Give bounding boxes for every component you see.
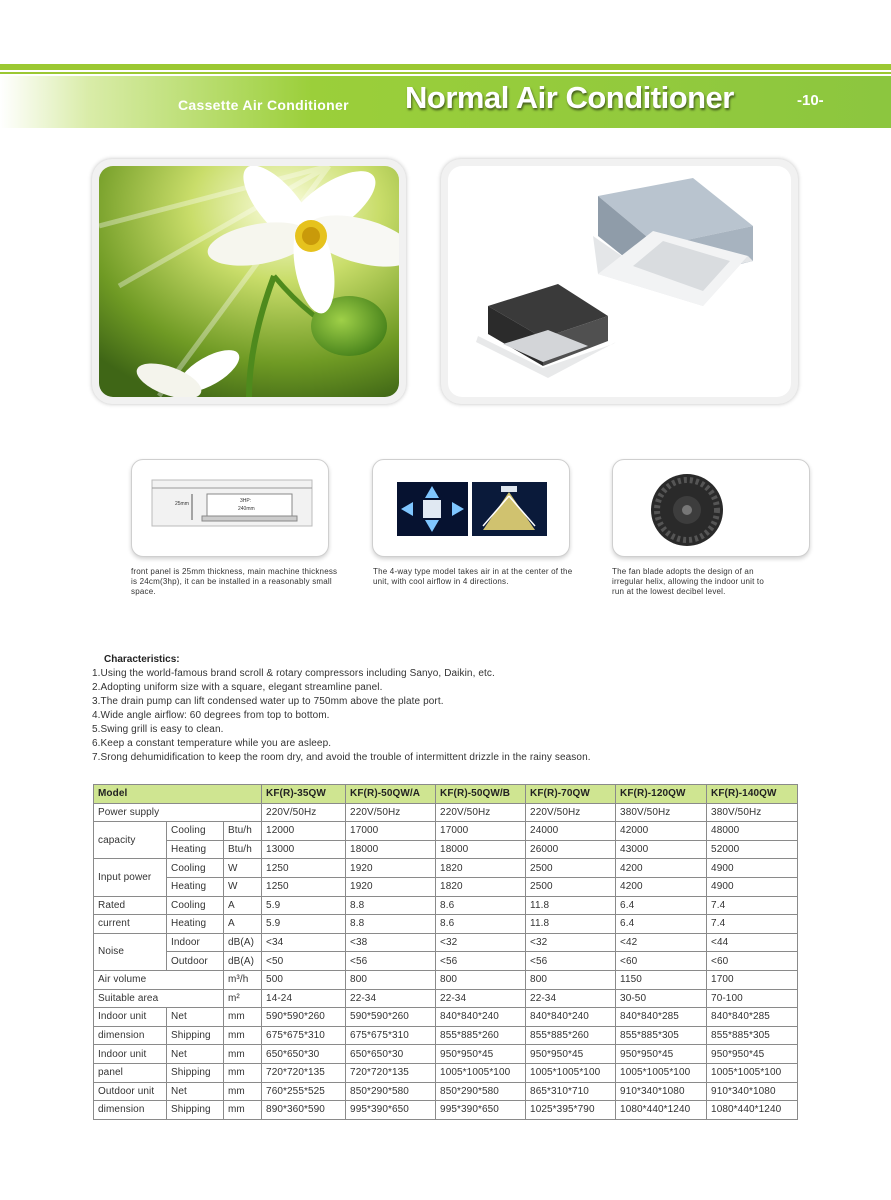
table-row	[94, 896, 798, 915]
table-row	[94, 970, 798, 989]
table-value-cell: 17000	[346, 822, 436, 841]
table-value-cell: 1700	[707, 970, 798, 989]
table-row	[94, 1045, 798, 1064]
list-item: 5.Swing grill is easy to clean.	[92, 724, 224, 735]
table-row	[94, 989, 798, 1008]
list-item: 1.Using the world-famous brand scroll & rotary compressors including Sanyo, Daikin, etc.	[92, 668, 495, 679]
table-value-cell: <50	[262, 952, 346, 971]
table-header-cell: KF(R)-70QW	[526, 785, 616, 804]
table-value-cell: <56	[436, 952, 526, 971]
table-value-cell: <44	[707, 933, 798, 952]
table-value-cell: 220V/50Hz	[346, 803, 436, 822]
table-value-cell: 42000	[616, 822, 707, 841]
table-group-cell: Indoor unit	[94, 1008, 167, 1027]
table-value-cell: 4900	[707, 859, 798, 878]
table-sub-cell: Net	[167, 1008, 224, 1027]
table-header-cell: KF(R)-140QW	[707, 785, 798, 804]
table-value-cell: 17000	[436, 822, 526, 841]
table-value-cell: <60	[616, 952, 707, 971]
table-sub-cell: Shipping	[167, 1026, 224, 1045]
table-header-cell: KF(R)-50QW/A	[346, 785, 436, 804]
table-group-cell: Suitable area	[94, 989, 224, 1008]
table-sub-cell: Cooling	[167, 822, 224, 841]
table-value-cell: 855*885*305	[707, 1026, 798, 1045]
table-value-cell: 650*650*30	[262, 1045, 346, 1064]
table-value-cell: 7.4	[707, 896, 798, 915]
table-value-cell: 760*255*525	[262, 1082, 346, 1101]
table-row	[94, 1008, 798, 1027]
table-sub-cell: Cooling	[167, 859, 224, 878]
fan-blade-icon	[613, 460, 809, 556]
table-unit-cell: W	[224, 859, 262, 878]
table-group-cell: Noise	[94, 933, 167, 970]
table-value-cell: 12000	[262, 822, 346, 841]
table-value-cell: 910*340*1080	[616, 1082, 707, 1101]
table-value-cell: 30-50	[616, 989, 707, 1008]
table-value-cell: 855*885*305	[616, 1026, 707, 1045]
table-value-cell: <60	[707, 952, 798, 971]
table-row	[94, 915, 798, 934]
table-value-cell: <56	[526, 952, 616, 971]
table-value-cell: 1920	[346, 859, 436, 878]
list-item: 6.Keep a constant temperature while you are asleep.	[92, 738, 332, 749]
height-label: 240mm	[238, 506, 255, 512]
characteristics-title: Characteristics:	[104, 654, 180, 665]
table-value-cell: 840*840*285	[616, 1008, 707, 1027]
table-value-cell: 950*950*45	[436, 1045, 526, 1064]
table-value-cell: 18000	[436, 840, 526, 859]
table-unit-cell: A	[224, 915, 262, 934]
table-row	[94, 803, 798, 822]
table-group-cell: Rated	[94, 896, 167, 915]
table-value-cell: 1005*1005*100	[707, 1063, 798, 1082]
table-value-cell: 1150	[616, 970, 707, 989]
table-row	[94, 1063, 798, 1082]
table-value-cell: 850*290*580	[436, 1082, 526, 1101]
page-title: Normal Air Conditioner	[405, 80, 734, 115]
table-value-cell: 865*310*710	[526, 1082, 616, 1101]
top-rule-thick	[0, 64, 891, 70]
table-row	[94, 859, 798, 878]
table-value-cell: 1820	[436, 859, 526, 878]
table-value-cell: 1005*1005*100	[526, 1063, 616, 1082]
four-way-airflow-icon	[373, 460, 569, 556]
table-value-cell: 11.8	[526, 915, 616, 934]
table-unit-cell: Btu/h	[224, 840, 262, 859]
table-value-cell: 18000	[346, 840, 436, 859]
table-value-cell: 2500	[526, 859, 616, 878]
table-value-cell: 26000	[526, 840, 616, 859]
table-sub-cell: Outdoor	[167, 952, 224, 971]
airflow-feature-text: The 4-way type model takes air in at the center of the unit, with cool airflow in 4 directions.	[373, 567, 573, 586]
table-value-cell: <34	[262, 933, 346, 952]
top-rule-thin	[0, 72, 891, 74]
table-group-cell: capacity	[94, 822, 167, 859]
table-value-cell: 800	[346, 970, 436, 989]
product-photo	[448, 166, 791, 397]
table-value-cell: 840*840*240	[436, 1008, 526, 1027]
table-unit-cell: m³/h	[224, 970, 262, 989]
table-value-cell: 650*650*30	[346, 1045, 436, 1064]
table-unit-cell: mm	[224, 1101, 262, 1120]
table-value-cell: 855*885*260	[436, 1026, 526, 1045]
table-row	[94, 1082, 798, 1101]
table-unit-cell: mm	[224, 1008, 262, 1027]
table-value-cell: 380V/50Hz	[616, 803, 707, 822]
table-value-cell: 1920	[346, 877, 436, 896]
table-value-cell: 6.4	[616, 915, 707, 934]
table-sub-cell: Net	[167, 1082, 224, 1101]
table-row	[94, 952, 798, 971]
flower-photo-frame	[92, 159, 406, 404]
table-value-cell: 1250	[262, 877, 346, 896]
table-value-cell: 850*290*580	[346, 1082, 436, 1101]
table-unit-cell: mm	[224, 1026, 262, 1045]
table-sub-cell: Heating	[167, 840, 224, 859]
fan-blade-feature-frame	[612, 459, 810, 557]
table-value-cell: 8.6	[436, 915, 526, 934]
table-value-cell: 5.9	[262, 915, 346, 934]
table-row	[94, 1101, 798, 1120]
list-item: 7.Srong dehumidification to keep the room dry, and avoid the trouble of intermittent drizzle in the rainy season.	[92, 752, 591, 763]
list-item: 3.The drain pump can lift condensed water up to 750mm above the plate port.	[92, 696, 444, 707]
table-value-cell: 950*950*45	[707, 1045, 798, 1064]
table-sub-cell: Shipping	[167, 1063, 224, 1082]
table-value-cell: 1820	[436, 877, 526, 896]
table-group-cell: Input power	[94, 859, 167, 896]
table-group-cell: Air volume	[94, 970, 224, 989]
installation-diagram-icon	[132, 460, 328, 556]
table-sub-cell: Indoor	[167, 933, 224, 952]
table-value-cell: 995*390*650	[436, 1101, 526, 1120]
table-sub-cell: Heating	[167, 915, 224, 934]
table-value-cell: 1005*1005*100	[616, 1063, 707, 1082]
cassette-units-image	[448, 166, 791, 397]
table-header-row	[94, 785, 798, 804]
table-row	[94, 840, 798, 859]
table-group-cell: dimension	[94, 1101, 167, 1120]
table-value-cell: 5.9	[262, 896, 346, 915]
table-value-cell: 52000	[707, 840, 798, 859]
table-sub-cell: Cooling	[167, 896, 224, 915]
table-value-cell: 22-34	[526, 989, 616, 1008]
table-value-cell: 2500	[526, 877, 616, 896]
table-row	[94, 877, 798, 896]
flower-image	[99, 166, 399, 397]
table-sub-cell: Shipping	[167, 1101, 224, 1120]
table-value-cell: 800	[526, 970, 616, 989]
table-unit-cell: m²	[224, 989, 262, 1008]
installation-feature-frame	[131, 459, 329, 557]
table-group-cell: Indoor unit	[94, 1045, 167, 1064]
table-value-cell: <38	[346, 933, 436, 952]
table-value-cell: 43000	[616, 840, 707, 859]
table-value-cell: 1025*395*790	[526, 1101, 616, 1120]
table-value-cell: 500	[262, 970, 346, 989]
table-value-cell: 6.4	[616, 896, 707, 915]
table-value-cell: 590*590*260	[346, 1008, 436, 1027]
table-value-cell: 22-34	[346, 989, 436, 1008]
table-value-cell: 8.6	[436, 896, 526, 915]
table-value-cell: 800	[436, 970, 526, 989]
table-value-cell: <32	[526, 933, 616, 952]
table-value-cell: 590*590*260	[262, 1008, 346, 1027]
table-group-cell: Power supply	[94, 803, 262, 822]
table-unit-cell: mm	[224, 1082, 262, 1101]
table-value-cell: 910*340*1080	[707, 1082, 798, 1101]
table-value-cell: 950*950*45	[616, 1045, 707, 1064]
page-subtitle: Cassette Air Conditioner	[178, 97, 349, 113]
table-value-cell: 24000	[526, 822, 616, 841]
table-value-cell: 1080*440*1240	[707, 1101, 798, 1120]
table-row	[94, 822, 798, 841]
fan-blade-feature-text: The fan blade adopts the design of an irregular helix, allowing the indoor unit to run at the lowest decibel level.	[612, 567, 764, 596]
table-value-cell: 1005*1005*100	[436, 1063, 526, 1082]
table-value-cell: 4200	[616, 859, 707, 878]
table-value-cell: 4200	[616, 877, 707, 896]
table-value-cell: 950*950*45	[526, 1045, 616, 1064]
installation-feature-text: front panel is 25mm thickness, main machine thickness is 24cm(3hp), it can be installed in a reasonably small space.	[131, 567, 338, 596]
table-value-cell: 4900	[707, 877, 798, 896]
airflow-feature-frame	[372, 459, 570, 557]
table-value-cell: <56	[346, 952, 436, 971]
table-unit-cell: dB(A)	[224, 933, 262, 952]
table-value-cell: 48000	[707, 822, 798, 841]
table-unit-cell: Btu/h	[224, 822, 262, 841]
table-unit-cell: W	[224, 877, 262, 896]
table-value-cell: 675*675*310	[262, 1026, 346, 1045]
table-value-cell: 13000	[262, 840, 346, 859]
table-value-cell: 8.8	[346, 896, 436, 915]
table-row	[94, 933, 798, 952]
flower-photo	[99, 166, 399, 397]
table-group-cell: dimension	[94, 1026, 167, 1045]
table-value-cell: 995*390*650	[346, 1101, 436, 1120]
table-value-cell: 720*720*135	[262, 1063, 346, 1082]
table-value-cell: 840*840*240	[526, 1008, 616, 1027]
table-unit-cell: dB(A)	[224, 952, 262, 971]
table-value-cell: 220V/50Hz	[526, 803, 616, 822]
table-value-cell: 1250	[262, 859, 346, 878]
table-value-cell: 855*885*260	[526, 1026, 616, 1045]
table-row	[94, 1026, 798, 1045]
table-group-cell: Outdoor unit	[94, 1082, 167, 1101]
table-value-cell: <32	[436, 933, 526, 952]
list-item: 2.Adopting uniform size with a square, elegant streamline panel.	[92, 682, 383, 693]
table-sub-cell: Net	[167, 1045, 224, 1064]
table-header-cell: Model	[94, 785, 262, 804]
table-value-cell: 22-34	[436, 989, 526, 1008]
table-value-cell: 220V/50Hz	[436, 803, 526, 822]
table-value-cell: <42	[616, 933, 707, 952]
table-header-cell: KF(R)-35QW	[262, 785, 346, 804]
table-group-cell: current	[94, 915, 167, 934]
table-unit-cell: mm	[224, 1045, 262, 1064]
table-sub-cell: Heating	[167, 877, 224, 896]
table-value-cell: 14-24	[262, 989, 346, 1008]
table-value-cell: 11.8	[526, 896, 616, 915]
thickness-label: 25mm	[175, 501, 189, 507]
product-photo-frame	[441, 159, 798, 404]
list-item: 4.Wide angle airflow: 60 degrees from top to bottom.	[92, 710, 330, 721]
table-unit-cell: mm	[224, 1063, 262, 1082]
table-value-cell: 1080*440*1240	[616, 1101, 707, 1120]
table-group-cell: panel	[94, 1063, 167, 1082]
table-unit-cell: A	[224, 896, 262, 915]
page-number: -10-	[797, 92, 824, 109]
table-header-cell: KF(R)-50QW/B	[436, 785, 526, 804]
table-value-cell: 675*675*310	[346, 1026, 436, 1045]
table-value-cell: 380V/50Hz	[707, 803, 798, 822]
table-value-cell: 840*840*285	[707, 1008, 798, 1027]
table-value-cell: 8.8	[346, 915, 436, 934]
hp-label: 3HP:	[240, 498, 252, 504]
table-value-cell: 70-100	[707, 989, 798, 1008]
table-value-cell: 220V/50Hz	[262, 803, 346, 822]
table-value-cell: 7.4	[707, 915, 798, 934]
characteristics-list	[92, 667, 591, 765]
table-header-cell: KF(R)-120QW	[616, 785, 707, 804]
table-value-cell: 720*720*135	[346, 1063, 436, 1082]
table-value-cell: 890*360*590	[262, 1101, 346, 1120]
spec-table	[93, 784, 798, 1120]
